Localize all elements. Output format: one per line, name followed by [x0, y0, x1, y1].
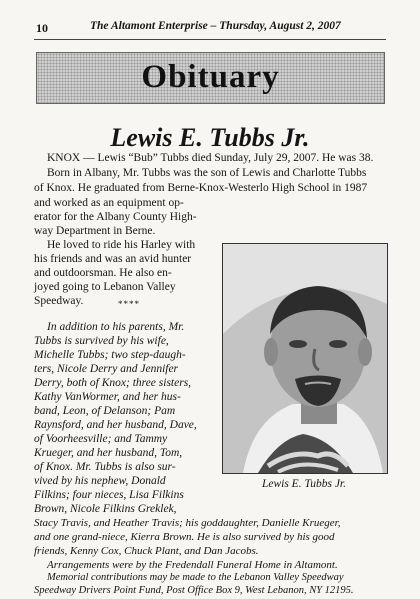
article-line: of Knox. He graduated from Berne-Knox-Westerlo High School in 1987 [34, 182, 368, 194]
section-separator: **** [118, 299, 140, 309]
article-line: joyed going to Lebanon Valley [34, 281, 176, 293]
publication-line: The Altamont Enterprise – Thursday, August 2, 2007 [90, 20, 341, 32]
memorial-line: Speedway Drivers Point Fund, Post Office Box 9, West Lebanon, NY 12195. [34, 585, 354, 596]
survivors-line: Kathy VanWormer, and her hus- [34, 391, 181, 403]
arrangements-line: Arrangements were by the Fredendall Funeral Home in Altamont. [47, 559, 338, 571]
survivors-line: Raynsford, and her husband, Dave, [34, 419, 197, 431]
survivors-line: of Knox. Mr. Tubbs is also sur- [34, 461, 176, 473]
article-line: and worked as an equipment op- [34, 197, 184, 209]
survivors-line: Krueger, and her husband, Tom, [34, 447, 183, 459]
photo-caption: Lewis E. Tubbs Jr. [261, 478, 347, 490]
survivors-line: Stacy Travis, and Heather Travis; his goddaughter, Danielle Krueger, [34, 517, 341, 529]
page-number: 10 [36, 21, 48, 35]
portrait-photo [222, 243, 388, 474]
survivors-line: In addition to his parents, Mr. [47, 321, 185, 333]
article-line: Born in Albany, Mr. Tubbs was the son of Lewis and Charlotte Tubbs [47, 167, 367, 179]
article-line: He loved to ride his Harley with [47, 239, 196, 251]
survivors-line: Michelle Tubbs; two step-daugh- [34, 349, 186, 361]
article-line: Speedway. [34, 295, 84, 307]
survivors-line: ters, Nicole Derry and Jennifer [34, 363, 179, 375]
survivors-line: Derry, both of Knox; three sisters, [34, 377, 192, 389]
article-line: way Department in Berne. [34, 225, 156, 237]
survivors-line: Tubbs is survived by his wife, [34, 335, 169, 347]
survivors-line: band, Leon, of Delanson; Pam [34, 405, 176, 417]
article-line: his friends and was an avid hunter [34, 253, 192, 265]
article-line: and outdoorsman. He also en- [34, 267, 172, 279]
deceased-name: Lewis E. Tubbs Jr. [110, 123, 310, 152]
survivors-line: Brown, Nicole Filkins Greklek, [34, 503, 177, 515]
article-line: KNOX — Lewis “Bub” Tubbs died Sunday, July 29, 2007. He was 38. [47, 152, 374, 164]
survivors-line: Filkins; four nieces, Lisa Filkins [34, 489, 184, 501]
survivors-line: of Voorheesville; and Tammy [34, 433, 168, 445]
article-line: erator for the Albany County High- [34, 211, 197, 223]
survivors-line: and one grand-niece, Kierra Brown. He is also survived by his good [34, 531, 335, 543]
header-rule [34, 39, 386, 40]
survivors-line: friends, Kenny Cox, Chuck Plant, and Dan Jacobs. [34, 545, 259, 557]
portrait-illustration [223, 244, 387, 473]
banner-title: Obituary [141, 59, 280, 95]
survivors-line: vived by his nephew, Donald [34, 475, 166, 487]
memorial-line: Memorial contributions may be made to the Lebanon Valley Speedway [47, 572, 344, 583]
obituary-banner [36, 52, 385, 104]
